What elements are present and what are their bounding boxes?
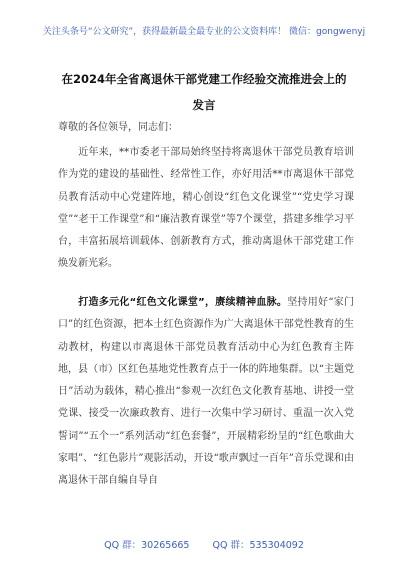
footer-contact [0,537,408,551]
paragraph-intro [58,142,354,276]
qq-group-2: QQ 群：535304092 [212,540,304,551]
paragraph-red-culture [58,292,354,493]
paragraph-intro-text: 近年来，**市委老干部局始终坚持将离退休干部党员教育培训作为党的建设的基础性、经常性工作，亦好用活**市离退休干部党员教育活动中心党建阵地，精心创设“红色文化课堂”“党史学习课堂”“老干工作课堂”和“廉洁教育课堂”等7个课堂，搭建多维学习平台，丰富拓展培训载体、创新教育方式，推动离退休干部党建工作焕发新光彩。 [58,147,354,270]
qq-group-1: QQ 群：30265665 [104,540,190,551]
paragraph-lead-heading: 打造多元化“红色文化课堂”，赓续精神血脉。 [78,297,288,308]
paragraph-red-culture-text: 坚持用好“家门口”的红色资源，把本土红色资源作为广大离退休干部党性教育的生动教材，构建以市离退休干部党员教育活动中心为红色教育主阵地，县（市）区红色基地党性教育点于一体的阵地集群。以“主题党日”活动为载体，精心推出“参观一次红色文化教育基地、讲授一堂党课、接受一次廉政教育、进行一次集中学习研讨、重温一次入党誓词”“五个一”系列活动“红色套餐”，开展精彩纷呈的“红色歌曲大家唱”、“红色影片”观影活动，开设“歌声飘过一百年”音乐党课和由离退休干部自编自导自 [58,297,354,487]
promo-banner: 关注头条号“公文研究”，获得最新最全最专业的公文资料库！ 微信：gongwenyj [42,27,366,37]
salutation: 尊敬的各位领导，同志们： [58,122,178,133]
document-title: 在2024年全省离退休干部党建工作经验交流推进会上的发言 [61,72,347,112]
